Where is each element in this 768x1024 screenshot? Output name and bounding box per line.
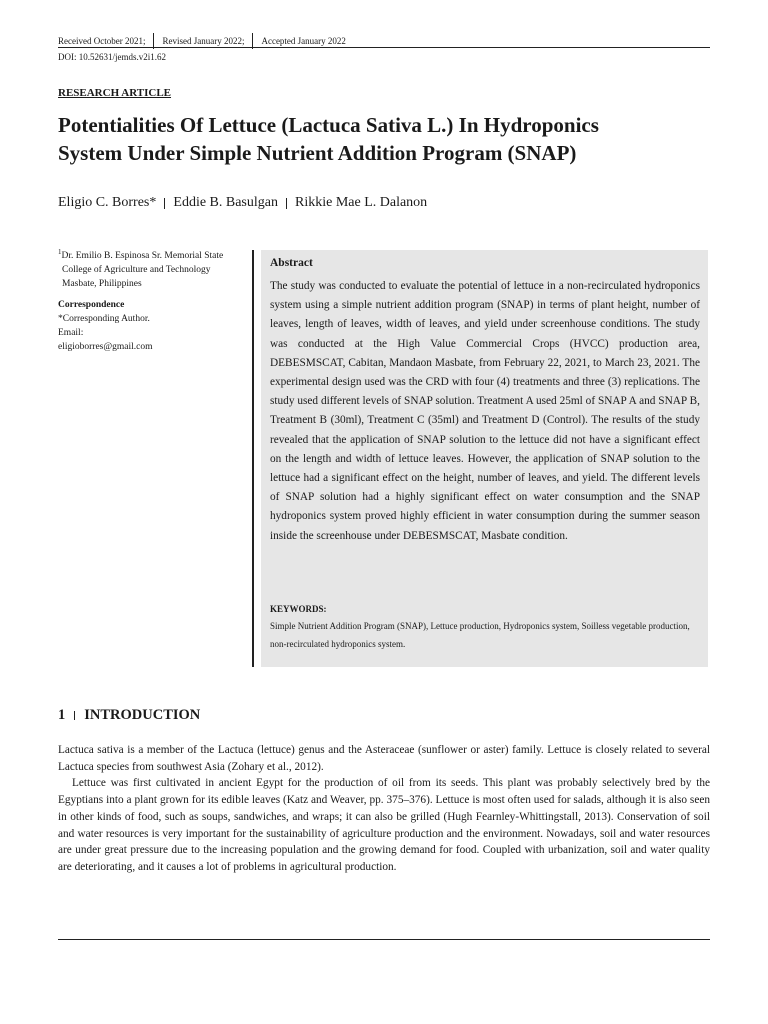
- correspondence-heading: Correspondence: [58, 300, 125, 310]
- keywords-heading: KEYWORDS:: [270, 604, 327, 614]
- divider: [164, 198, 165, 209]
- correspondence: [58, 298, 243, 354]
- header-rule: [58, 47, 710, 48]
- section-heading: [58, 707, 200, 724]
- affiliation-line-2: College of Agriculture and Technology: [62, 265, 211, 276]
- author-1: Eligio C. Borres*: [58, 195, 157, 210]
- section-title: INTRODUCTION: [84, 707, 201, 723]
- affiliation-line-1: Dr. Emilio B. Espinosa Sr. Memorial State: [61, 251, 224, 262]
- email-label: Email:: [58, 328, 84, 338]
- footer-rule: [58, 939, 710, 940]
- author-2: Eddie B. Basulgan: [173, 195, 278, 210]
- abstract-heading: Abstract: [270, 257, 313, 269]
- abstract-side-rule: [252, 250, 254, 667]
- accepted-date: Accepted January 2022: [261, 36, 346, 46]
- divider: [74, 711, 75, 720]
- affiliation-line-3: Masbate, Philippines: [62, 279, 142, 290]
- abstract-text: The study was conducted to evaluate the potential of lettuce in a non-recirculated hydroponics system using a simple nutrient addition program (SNAP) in terms of plant height, number of leaves, length of leaves, width of leaves, and yield under screenhouse conditions. The study was conducted at the High Value Commercial Crops (HVCC) production area, DEBESMSCAT, Cabitan, Mandaon Masbate, from February 22, 2021, to March 23, 2021. The experimental design used was the CRD with four (4) treatments and three (3) replications. The study used different levels of SNAP solution. Treatment A used 25ml of SNAP A and SNAP B, Treatment B (30ml), Treatment C (35ml) and Treatment D (Control). The results of the study revealed that the application of SNAP solution to the lettuce did not have a significant effect on the length and width of lettuce leaves. However, the application of SNAP solution to the lettuce had a significant effect on the height, number of leaves, and yield. The different levels of SNAP solution had a highly significant effect on water consumption and the SNAP hydroponics system proved highly efficient in water consumption during the summer season inside the screenhouse under DEBESMSCAT, Masbate condition.: [270, 280, 700, 542]
- keywords-text: Simple Nutrient Addition Program (SNAP), Lettuce production, Hydroponics system, Soilless vegetable production, non-recirculated hydroponics system.: [270, 621, 690, 649]
- title-line-2: System Under Simple Nutrient Addition Program (SNAP): [58, 141, 577, 165]
- email-link[interactable]: eligioborres@gmail.com: [58, 342, 153, 352]
- paragraph: Lactuca sativa is a member of the Lactuca (lettuce) genus and the Asteraceae (sunflower or aster) family. Lettuce is closely related to several Lactuca species from southwest Asia (Zohary et al., 2012).: [58, 744, 710, 773]
- article-type-label: RESEARCH ARTICLE: [58, 87, 172, 99]
- doi[interactable]: DOI: 10.52631/jemds.v2i1.62: [58, 52, 166, 62]
- affiliation-marker: 1: [58, 248, 62, 256]
- title-line-1: Potentialities Of Lettuce (Lactuca Sativa L.) In Hydroponics: [58, 113, 599, 137]
- introduction-body: [58, 742, 710, 876]
- paragraph: Lettuce was first cultivated in ancient Egypt for the production of oil from its seeds. This plant was probably selectively bred by the Egyptians into a plant grown for its edible leaves (Katz and Weaver, pp. 375–376). Lettuce is most often used for salads, although it is also seen in other kinds of food, such as soups, sandwiches, and wraps; it can also be grilled (Hugh Fearnley-Whittingstall, 2013). Conservation of soil and water resources is very important for the sustainability of agriculture production and the environment. Nowadays, soil and water resources are under great pressure due to the increasing population and the growing demand for food. Coupled with urbanization, soil and water quality are deteriorating, and it causes a lot of problems in agricultural production.: [58, 777, 710, 873]
- divider: [286, 198, 287, 209]
- author-list: [58, 195, 427, 211]
- corresponding-note: *Corresponding Author.: [58, 314, 150, 324]
- affiliation: [58, 245, 243, 291]
- revised-date: Revised January 2022;: [162, 36, 245, 46]
- section-number: 1: [58, 707, 66, 723]
- article-title: [58, 111, 708, 167]
- author-3: Rikkie Mae L. Dalanon: [295, 195, 428, 210]
- received-date: Received October 2021;: [58, 36, 146, 46]
